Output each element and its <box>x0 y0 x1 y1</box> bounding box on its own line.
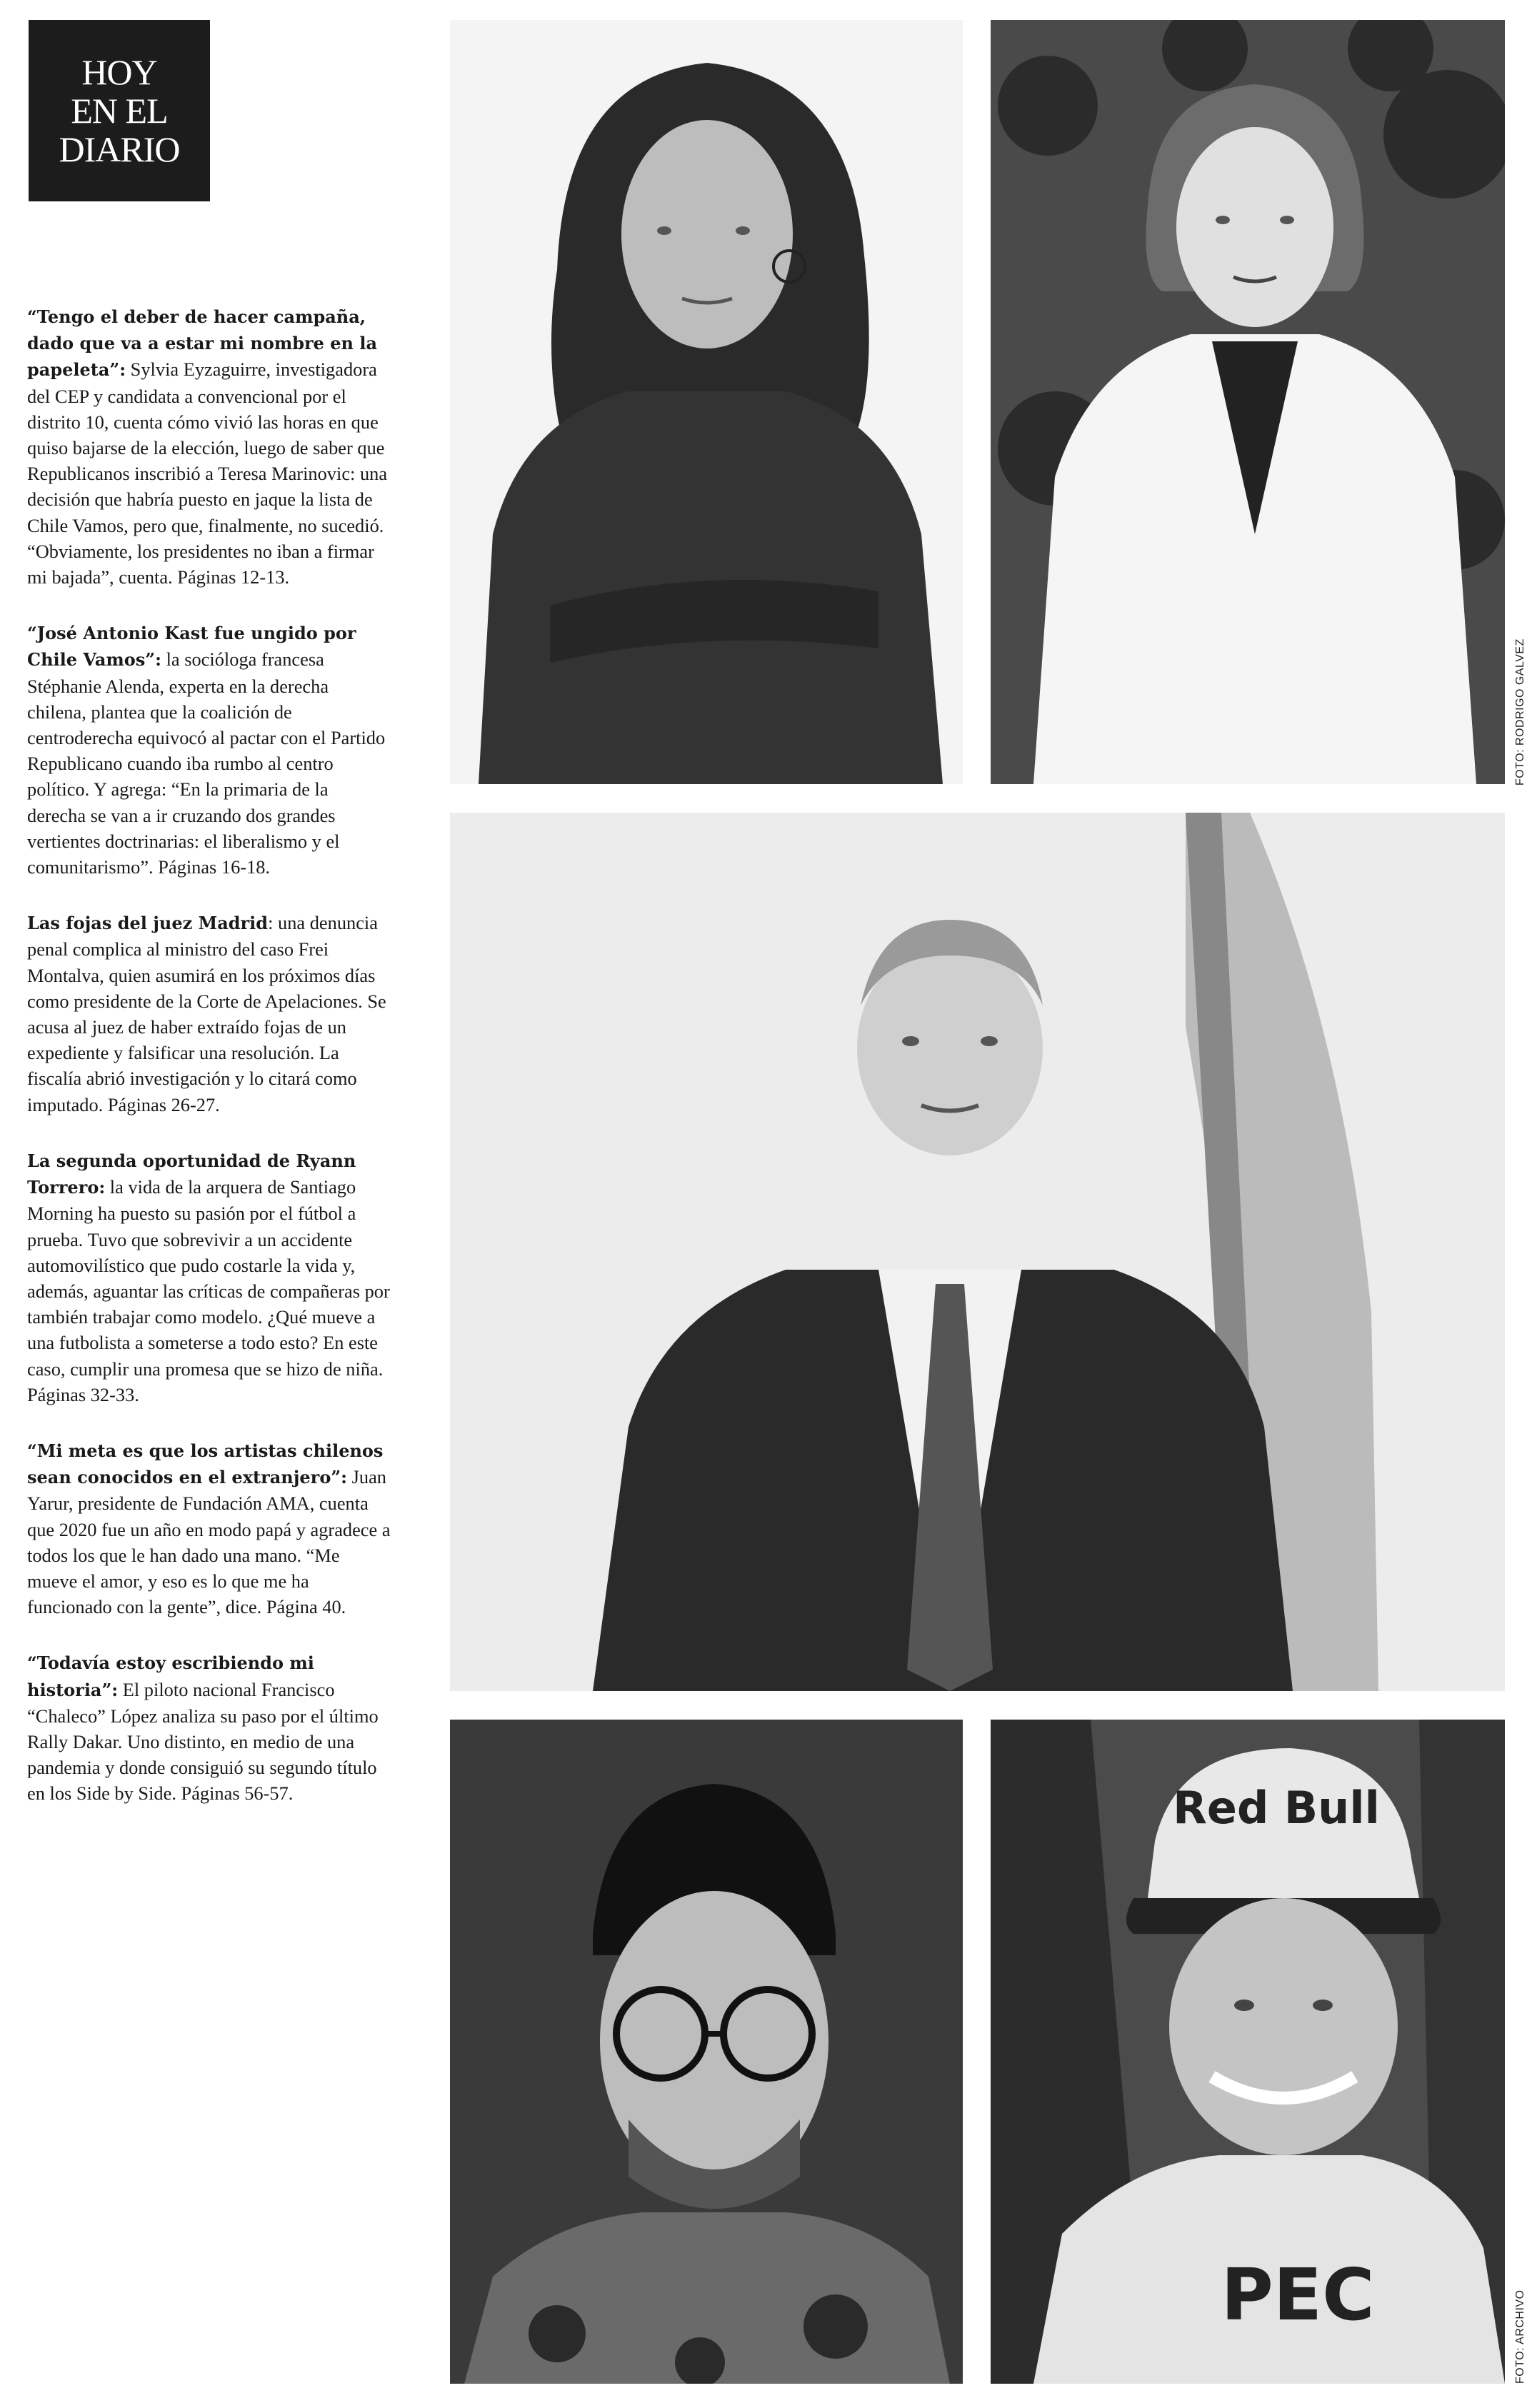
photo-chaleco-lopez <box>991 1720 1505 2384</box>
masthead-line-2: EN EL <box>71 91 168 131</box>
story-body: la socióloga francesa Stéphanie Alenda, experta en la derecha chilena, plantea que la coalición de centroderecha equivocó al pactar con el Partido Republicano cuando iba rumbo al centro político. Y agrega: “En la primaria de la derecha se van a ir cruzando dos grandes vertientes doctrinarias: el liberalismo y el comunitarismo”. Páginas 16-18. <box>27 648 386 878</box>
masthead-line-1: HOY <box>81 52 157 92</box>
photo-juan-yarur <box>450 1720 963 2384</box>
photo-sylvia-eyzaguirre <box>450 20 963 784</box>
story-headline: “Todavía estoy escribiendo mi historia”: <box>27 1652 314 1700</box>
portrait-woman-white-blazer <box>991 20 1505 784</box>
story-body: : una denuncia penal complica al ministro del caso Frei Montalva, quien asumirá en los próximos días como presidente de la Corte de Apelaciones. Se acusa al juez de haber extraído fojas de un expediente y falsificar una resolución. La fiscalía abrió investigación y lo citará como imputado. Páginas 26-27. <box>27 912 386 1115</box>
portrait-man-suit-flag <box>450 813 1505 1691</box>
story-torrero <box>27 1148 391 1408</box>
story-eyzaguirre <box>27 303 391 590</box>
story-juez-madrid <box>27 910 391 1118</box>
portrait-woman-sweater <box>450 20 963 784</box>
photo-juez-madrid <box>450 813 1505 1691</box>
story-body: la vida de la arquera de Santiago Morning ha puesto su pasión por el fútbol a prueba. Tuvo que sobrevivir a un accidente automovilístico que pudo costarle la vida y, además, aguantar las críticas de compañeras por también trabajar como modelo. ¿Qué mueve a una futbolista a someterse a todo esto? En este caso, cumplir una promesa que se hizo de niña. Páginas 32-33. <box>27 1176 390 1405</box>
masthead-line-3: DIARIO <box>59 129 180 169</box>
section-masthead <box>29 20 210 201</box>
jersey-sponsor-text: PEC <box>1221 2253 1375 2337</box>
stories-column <box>27 303 391 1837</box>
story-body: Juan Yarur, presidente de Fundación AMA, cuenta que 2020 fue un año en modo papá y agradece a todos los que le han dado una mano. “Me mueve el amor, y eso es lo que me ha funcionado con la gente”, dice. Página 40. <box>27 1466 391 1618</box>
story-body: El piloto nacional Francisco “Chaleco” López analiza su paso por el último Rally Dakar. Uno distinto, en medio de una pandemia y donde consiguió su segundo título en los Side by Side. Páginas 56-57. <box>27 1678 379 1805</box>
photo-credit-bottom: FOTO: ARCHIVO <box>1514 2289 1526 2384</box>
portrait-man-round-glasses <box>450 1720 963 2384</box>
story-yarur <box>27 1438 391 1620</box>
photo-stephanie-alenda <box>991 20 1505 784</box>
story-alenda <box>27 620 391 880</box>
story-lopez <box>27 1650 391 1806</box>
story-headline: “Tengo el deber de hacer campaña, dado que va a estar mi nombre en la papeleta”: <box>27 306 378 381</box>
story-headline: “José Antonio Kast fue ungido por Chile Vamos”: <box>27 623 356 671</box>
story-headline: Las fojas del juez Madrid <box>27 913 269 934</box>
cap-logo-text: Red Bull <box>1173 1782 1380 1834</box>
story-headline: “Mi meta es que los artistas chilenos sean conocidos en el extranjero”: <box>27 1440 384 1488</box>
story-headline: La segunda oportunidad de Ryann Torrero: <box>27 1150 356 1198</box>
photo-credit-top: FOTO: RODRIGO GALVEZ <box>1514 638 1526 786</box>
story-body: Sylvia Eyzaguirre, investigadora del CEP y candidata a convencional por el distrito 10, cuenta cómo vivió las horas en que quiso bajarse de la elección, luego de saber que Republicanos inscribió a Teresa Marinovic: una decisión que habría puesto en jaque la lista de Chile Vamos, pero que, finalmente, no sucedió. “Obviamente, los presidentes no iban a firmar mi bajada”, cuenta. Páginas 12-13. <box>27 358 388 588</box>
portrait-driver-cap <box>991 1720 1505 2384</box>
